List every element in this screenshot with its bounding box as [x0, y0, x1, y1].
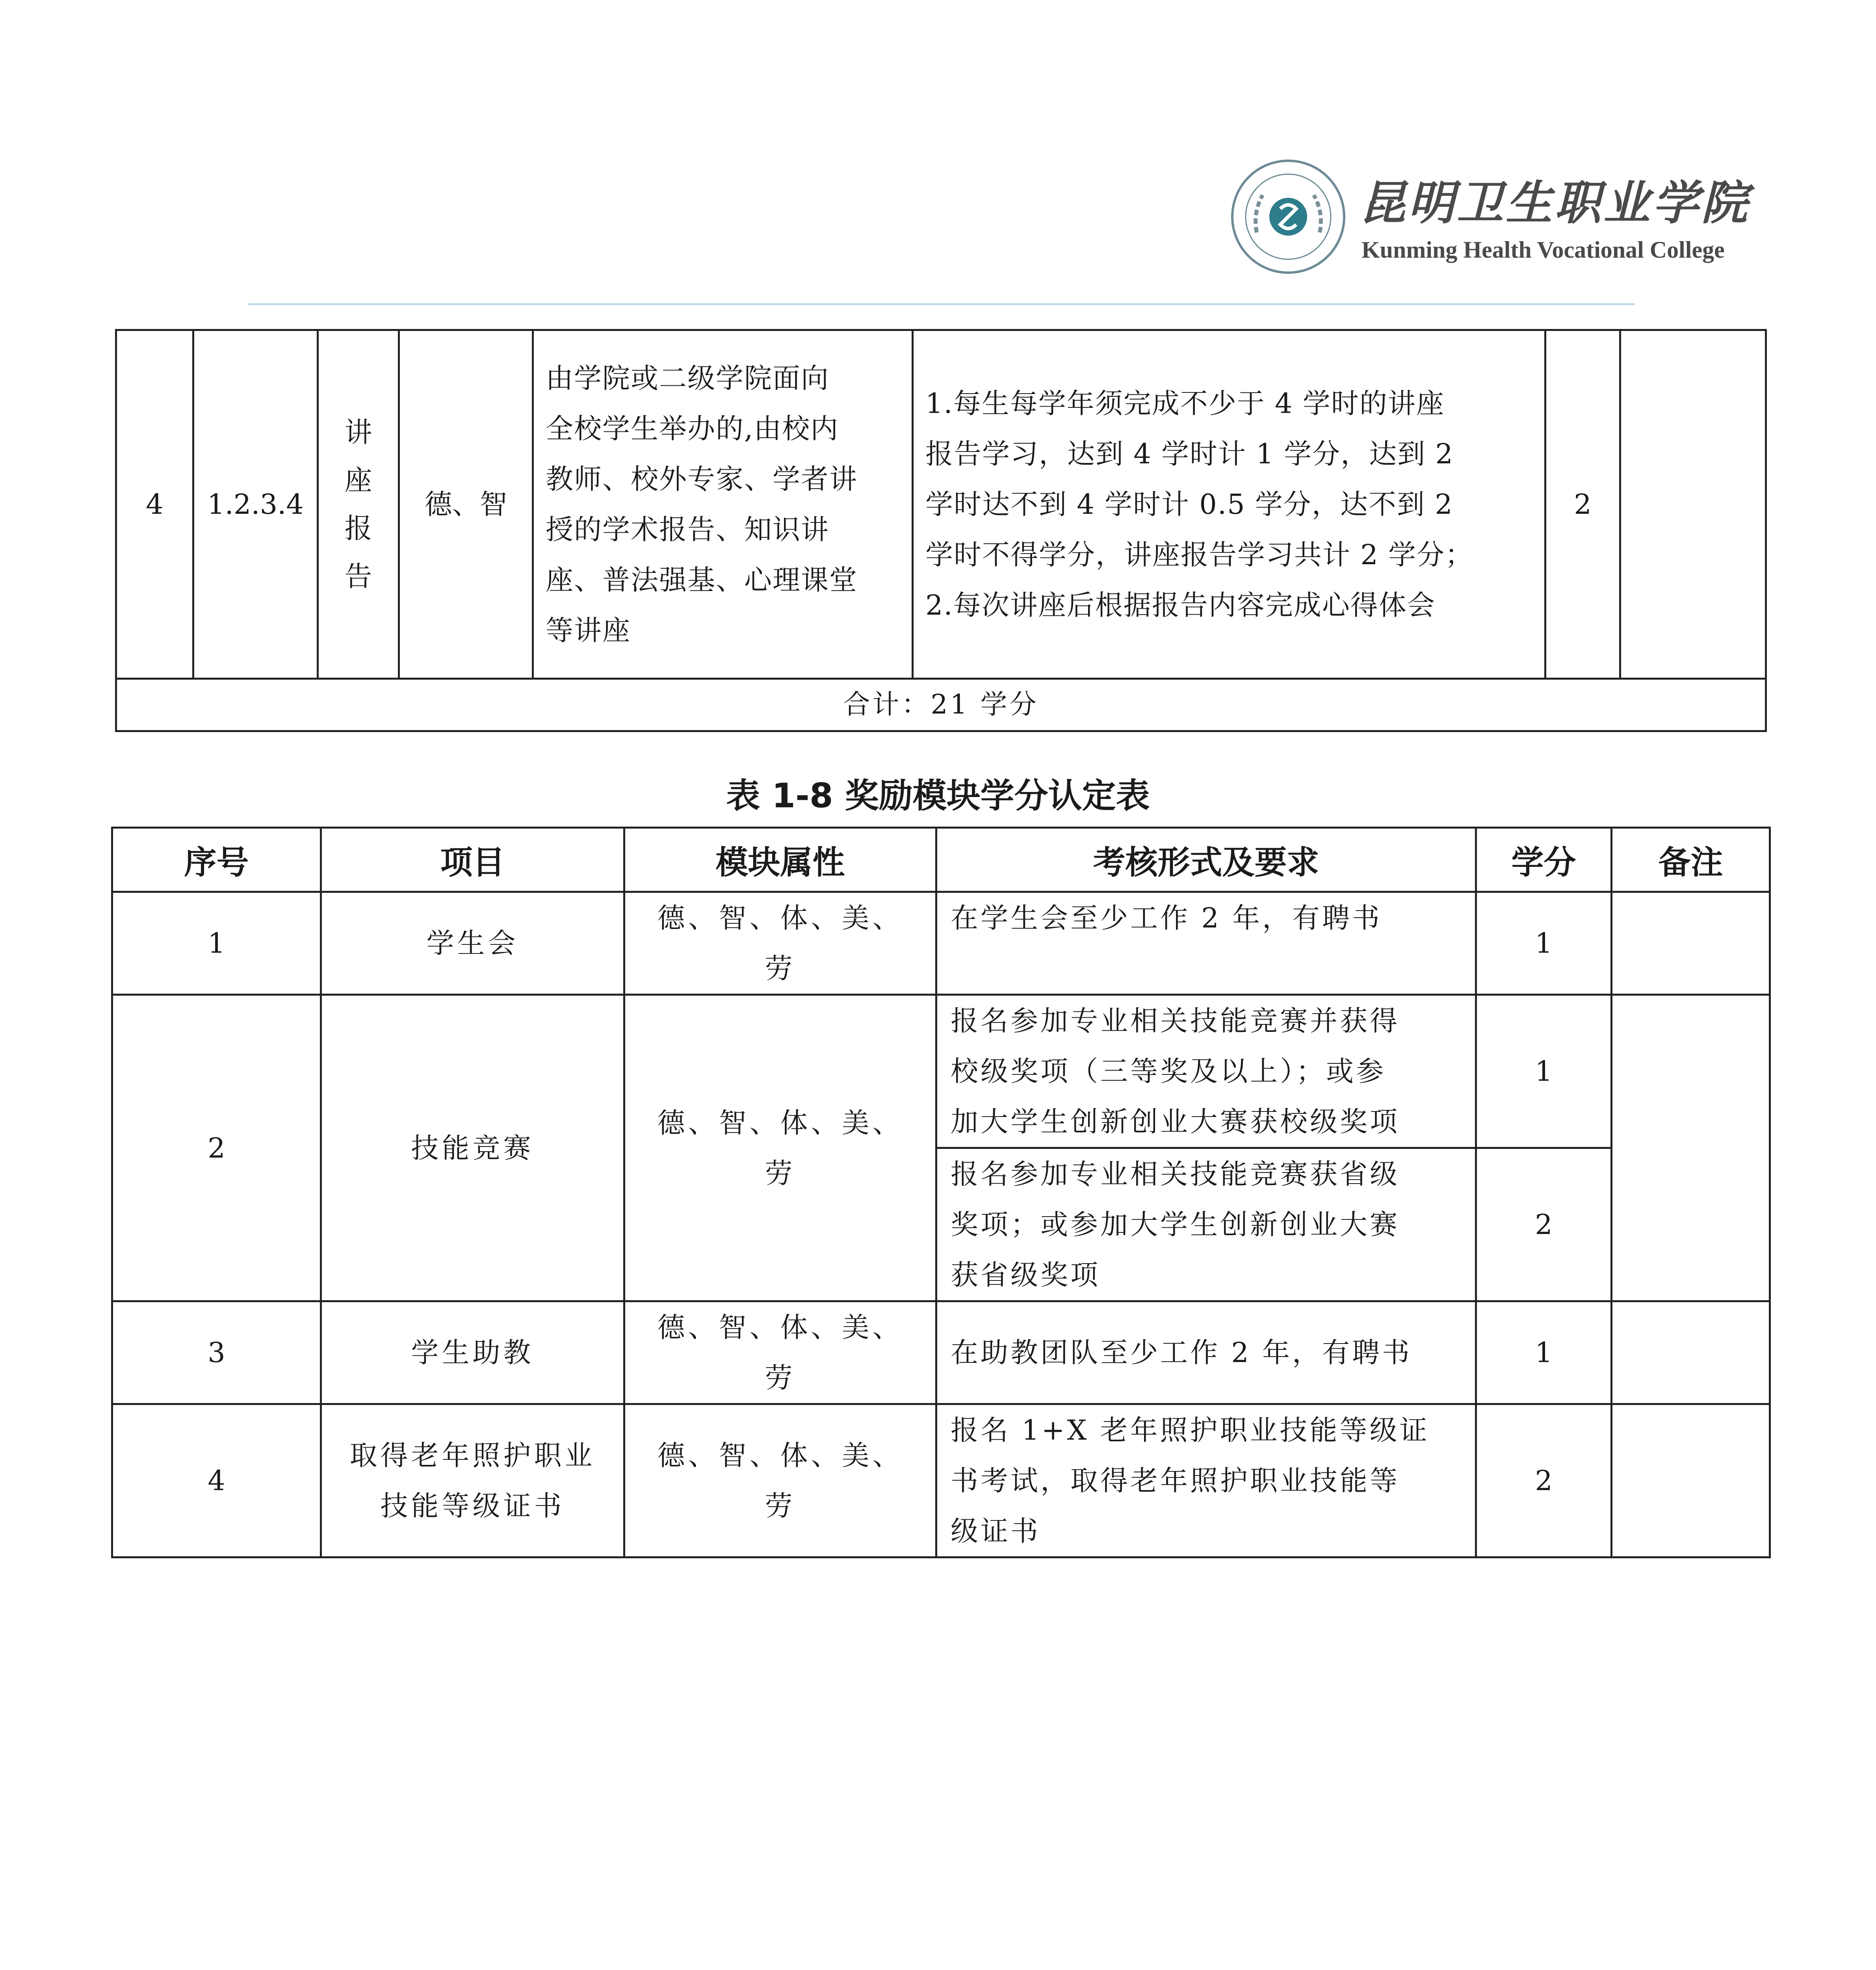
table-row — [112, 995, 1770, 1148]
table-row — [112, 892, 1770, 995]
attr-line: 德、智、体、美、 — [657, 902, 903, 934]
req-line: 级证书 — [951, 1515, 1040, 1547]
req-line: 学时达不到 4 学时计 0.5 学分，达不到 2 — [925, 488, 1453, 520]
req-line: 加大学生创新创业大赛获校级奖项 — [951, 1106, 1400, 1138]
row-requirements — [936, 1301, 1476, 1404]
req-line: 学时不得学分，讲座报告学习共计 2 学分； — [925, 539, 1474, 571]
attr-line: 劳 — [765, 1157, 796, 1189]
table-row — [112, 1404, 1770, 1557]
desc-line: 授的学术报告、知识讲 — [546, 513, 829, 546]
req-line: 在学生会至少工作 2 年，有聘书 — [951, 902, 1382, 934]
name-char: 报 — [344, 512, 372, 545]
req-line: 书考试，取得老年照护职业技能等 — [951, 1464, 1400, 1497]
item-line: 取得老年照护职业 — [349, 1439, 596, 1472]
name-char: 座 — [344, 464, 372, 496]
row-code: 1.2.3.4 — [193, 330, 318, 679]
row-number: 3 — [112, 1301, 321, 1404]
desc-line: 全校学生举办的,由校内 — [546, 413, 839, 445]
reward-credit-table — [111, 827, 1771, 1558]
row-requirements — [936, 892, 1476, 995]
req-line: 获省级奖项 — [951, 1259, 1100, 1291]
attr-line: 德、智、体、美、 — [657, 1439, 903, 1472]
table-header-row — [112, 828, 1770, 892]
college-logo — [1229, 158, 1781, 276]
row-attribute: 德、智 — [399, 330, 533, 679]
row-item: 技能竞赛 — [321, 995, 624, 1301]
req-line: 报名参加专业相关技能竞赛并获得 — [951, 1005, 1400, 1037]
row-credit: 2 — [1545, 330, 1620, 679]
row-attribute — [624, 1404, 936, 1557]
req-line: 校级奖项（三等奖及以上）；或参 — [951, 1055, 1386, 1087]
name-char: 讲 — [344, 416, 372, 448]
req-line: 报告学习，达到 4 学时计 1 学分，达到 2 — [925, 438, 1454, 470]
row-item: 学生会 — [321, 892, 624, 995]
row-requirements — [936, 995, 1476, 1148]
row-item: 学生助教 — [321, 1301, 624, 1404]
college-name-en: Kunming Health Vocational College — [1361, 237, 1725, 263]
row-description — [533, 330, 913, 679]
table-row — [112, 1301, 1770, 1404]
row-requirements — [936, 1404, 1476, 1557]
row-note — [1612, 1404, 1770, 1557]
row-note — [1612, 995, 1770, 1301]
row-credit: 2 — [1476, 1148, 1612, 1301]
table-caption: 表 1-8 奖励模块学分认定表 — [726, 776, 1150, 816]
attr-line: 劳 — [765, 1490, 796, 1522]
row-credit: 2 — [1476, 1404, 1612, 1557]
desc-line: 等讲座 — [546, 614, 631, 647]
row-number: 2 — [112, 995, 321, 1301]
total-row: 合计：21 学分 — [116, 679, 1766, 731]
desc-line: 由学院或二级学院面向 — [546, 362, 829, 394]
row-requirements — [936, 1148, 1476, 1301]
attr-line: 劳 — [765, 1362, 796, 1394]
req-line: 奖项；或参加大学生创新创业大赛 — [951, 1208, 1400, 1241]
row-name — [318, 330, 399, 679]
college-name-cn: 昆明卫生职业学院 — [1359, 175, 1750, 230]
row-number: 4 — [112, 1404, 321, 1557]
item-line: 技能等级证书 — [380, 1490, 565, 1522]
row-attribute — [624, 1301, 936, 1404]
row-credit: 1 — [1476, 892, 1612, 995]
lecture-table — [115, 329, 1767, 732]
req-line: 在助教团队至少工作 2 年，有聘书 — [951, 1336, 1412, 1369]
row-attribute — [624, 892, 936, 995]
req-line: 1.每生每学年须完成不少于 4 学时的讲座 — [925, 387, 1445, 420]
header-cell: 项目 — [321, 828, 624, 892]
row-note — [1612, 892, 1770, 995]
req-line: 报名参加专业相关技能竞赛获省级 — [951, 1158, 1400, 1190]
desc-line: 教师、校外专家、学者讲 — [546, 463, 858, 495]
attr-line: 德、智、体、美、 — [657, 1106, 903, 1139]
header-rule — [248, 303, 1635, 305]
row-note — [1620, 330, 1766, 679]
name-char: 告 — [344, 560, 372, 593]
desc-line: 座、普法强基、心理课堂 — [546, 564, 858, 596]
row-number: 4 — [116, 330, 193, 679]
table-row — [116, 330, 1766, 679]
row-note — [1612, 1301, 1770, 1404]
row-credit: 1 — [1476, 1301, 1612, 1404]
attr-line: 德、智、体、美、 — [657, 1311, 903, 1344]
row-number: 1 — [112, 892, 321, 995]
header-cell: 考核形式及要求 — [936, 828, 1476, 892]
row-requirements — [913, 330, 1545, 679]
row-attribute — [624, 995, 936, 1301]
row-credit: 1 — [1476, 995, 1612, 1148]
header-cell: 备注 — [1612, 828, 1770, 892]
attr-line: 劳 — [765, 952, 796, 985]
req-line: 2.每次讲座后根据报告内容完成心得体会 — [925, 589, 1436, 621]
college-seal-icon — [1229, 158, 1347, 276]
header-cell: 模块属性 — [624, 828, 936, 892]
req-line: 报名 1+X 老年照护职业技能等级证 — [951, 1414, 1430, 1446]
header-cell: 序号 — [112, 828, 321, 892]
row-item — [321, 1404, 624, 1557]
header-cell: 学分 — [1476, 828, 1612, 892]
